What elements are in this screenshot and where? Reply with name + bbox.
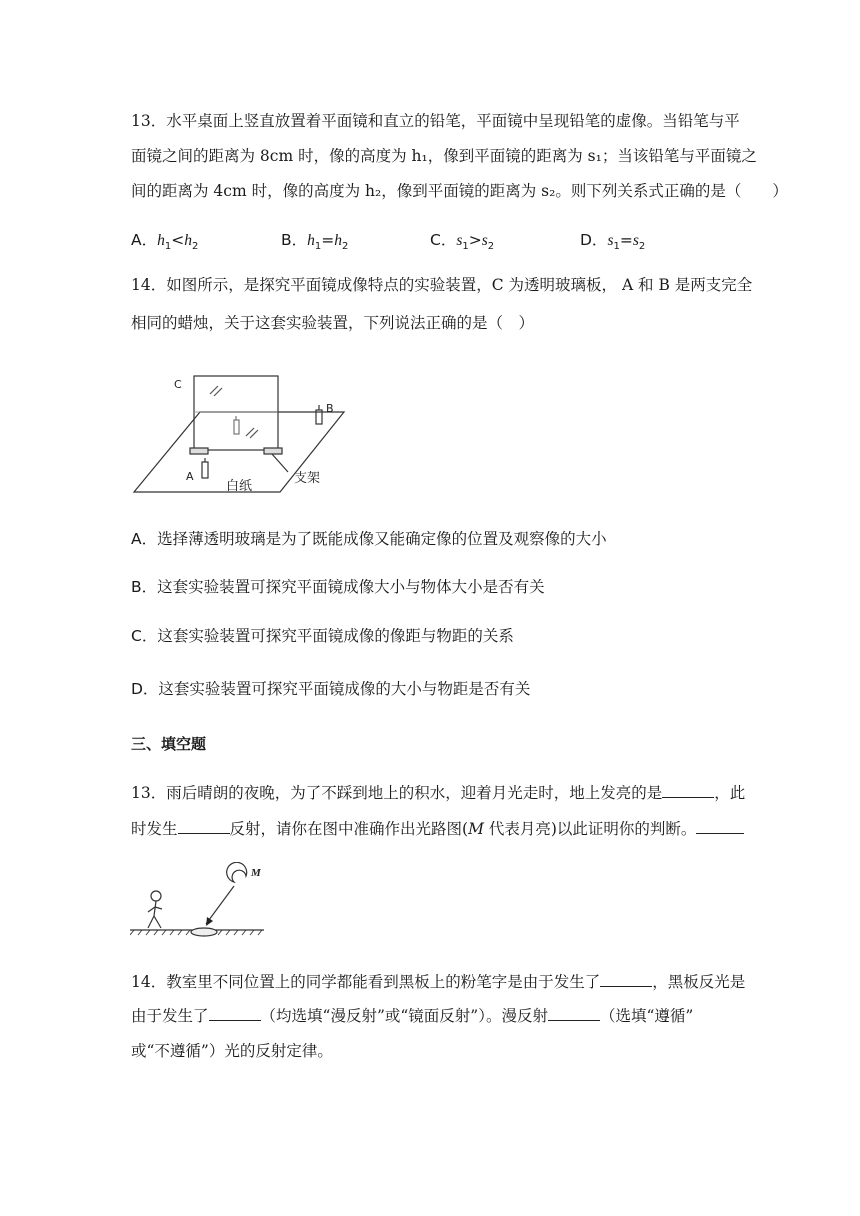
- fill14-line-2: [131, 1005, 693, 1027]
- option-var: h: [307, 232, 315, 249]
- option-sub: 1: [613, 241, 620, 253]
- label-b: B: [326, 402, 334, 415]
- moon-shape: [227, 862, 247, 882]
- puddle-shape: [191, 928, 217, 936]
- option-sub: 2: [638, 241, 646, 253]
- fill13-text: 代表月亮)以此证明你的判断。: [483, 820, 697, 838]
- option-var: h: [157, 232, 165, 249]
- option-operator: =: [619, 231, 633, 249]
- fill14-text: 由于发生了: [131, 1007, 209, 1025]
- option-sub: 2: [342, 241, 349, 253]
- fill14-text: 14．教室里不同位置上的同学都能看到黑板上的粉笔字是由于发生了: [131, 973, 601, 991]
- answer-blank[interactable]: [209, 1006, 261, 1021]
- option-letter: C．: [430, 231, 457, 249]
- q14-option-c[interactable]: C．这套实验装置可探究平面镜成像的像距与物距的关系: [131, 627, 514, 645]
- q14-option-d[interactable]: D．这套实验装置可探究平面镜成像的大小与物距是否有关: [131, 680, 531, 698]
- option-var: s: [632, 232, 639, 249]
- moonlight-puddle-figure: [130, 862, 270, 942]
- stand-left-shape: [190, 448, 208, 454]
- fill13-text: 时发生: [131, 820, 178, 838]
- q14-line-2: 相同的蜡烛，关于这套实验装置，下列说法正确的是（ ）: [131, 314, 535, 332]
- fill14-text: （均选填“漫反射”或“镜面反射”）。漫反射: [260, 1007, 548, 1025]
- option-letter: B．: [281, 231, 308, 249]
- option-operator: <: [171, 231, 185, 249]
- fill13-line-2: [131, 818, 744, 840]
- fill13-line-1: [131, 782, 745, 804]
- q14-option-b[interactable]: B．这套实验装置可探究平面镜成像大小与物体大小是否有关: [131, 578, 545, 596]
- fill13-text: ，此: [714, 784, 746, 802]
- q13-line-2: 面镜之间的距离为 8cm 时，像的高度为 h₁，像到平面镜的距离为 s₁；当该铅笔与平面镜之: [131, 147, 757, 165]
- q13-line-1: 13．水平桌面上竖直放置着平面镜和直立的铅笔，平面镜中呈现铅笔的虚像。当铅笔与平: [131, 112, 740, 130]
- option-sub: 2: [487, 241, 495, 253]
- option-sub: 1: [462, 241, 469, 253]
- fill13-text: 13．雨后晴朗的夜晚，为了不踩到地上的积水，迎着月光走时，地上发亮的是: [131, 784, 663, 802]
- label-stand: 支架: [294, 471, 321, 486]
- label-moon-m: M: [251, 867, 261, 879]
- option-letter: D．: [580, 231, 608, 249]
- answer-blank[interactable]: [696, 819, 744, 834]
- q13-line-3: 间的距离为 4cm 时，像的高度为 h₂，像到平面镜的距离为 s₂。则下列关系式正确的是（ ）: [131, 182, 788, 200]
- q14-option-a[interactable]: A．选择薄透明玻璃是为了既能成像又能确定像的位置及观察像的大小: [131, 530, 607, 548]
- answer-blank[interactable]: [662, 783, 714, 798]
- fill14-text: （选填“遵循”: [599, 1007, 694, 1025]
- q13-option-b[interactable]: [281, 228, 348, 252]
- answer-blank[interactable]: [178, 819, 230, 834]
- glass-plate-shape: [194, 376, 278, 450]
- q13-option-c[interactable]: [430, 228, 494, 252]
- q13-option-a[interactable]: [131, 228, 198, 252]
- stand-right-shape: [264, 448, 282, 454]
- q14-line-1: 14．如图所示，是探究平面镜成像特点的实验装置，C 为透明玻璃板， A 和 B 是两支完全: [131, 276, 753, 294]
- section-heading: 三、填空题: [131, 735, 207, 753]
- option-var: s: [481, 232, 488, 249]
- option-var: s: [607, 232, 614, 249]
- option-sub: 1: [164, 241, 172, 253]
- option-sub: 1: [314, 241, 322, 253]
- label-white-paper: 白纸: [226, 479, 253, 494]
- answer-blank[interactable]: [600, 972, 652, 987]
- fill13-text: 反射，请你在图中准确作出光路图(: [229, 820, 469, 838]
- option-var: h: [334, 232, 343, 249]
- moon-symbol-m: M: [468, 820, 484, 838]
- option-operator: >: [468, 231, 482, 249]
- mirror-experiment-figure: [130, 368, 350, 498]
- option-letter: A．: [131, 231, 158, 249]
- option-var: s: [456, 232, 463, 249]
- fill14-line-3: 或“不遵循”）光的反射定律。: [131, 1042, 333, 1060]
- label-a: A: [186, 470, 194, 483]
- fill14-line-1: [131, 971, 745, 993]
- option-operator: =: [321, 231, 335, 249]
- person-shape: [151, 891, 161, 901]
- answer-blank[interactable]: [548, 1006, 600, 1021]
- fill14-text: ，黑板反光是: [652, 973, 746, 991]
- label-c: C: [174, 378, 182, 391]
- option-sub: 2: [191, 241, 199, 253]
- q13-option-d[interactable]: [580, 228, 645, 252]
- option-var: h: [184, 232, 192, 249]
- candle-a-shape: [202, 462, 208, 478]
